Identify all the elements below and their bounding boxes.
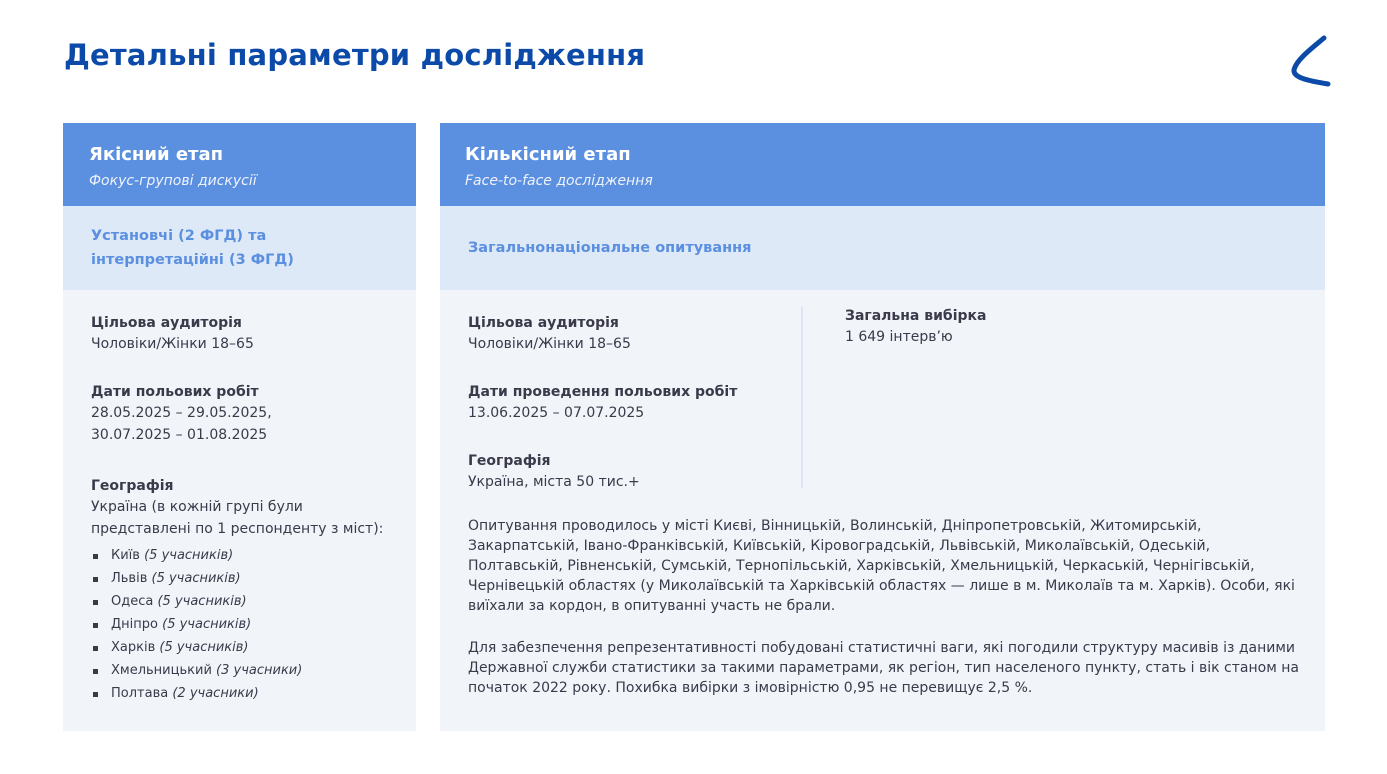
city-participants: (5 учасників) [162, 617, 252, 632]
qualitative-dates [91, 382, 391, 446]
geography-value: Україна (в кожній групі були представлені по 1 респонденту з міст): [91, 499, 384, 537]
quantitative-audience [468, 313, 788, 355]
quantitative-banner-text: Загальнонаціональне опитування [468, 240, 752, 256]
city-participants: (5 учасників) [151, 571, 241, 586]
city-list [91, 544, 396, 705]
quant-geography-value: Україна, міста 50 тис.+ [468, 474, 640, 490]
brand-logo-icon [1288, 34, 1332, 90]
audience-value: Чоловіки/Жінки 18–65 [91, 336, 254, 352]
qualitative-audience [91, 313, 391, 355]
city-name: Одеса [111, 594, 154, 609]
methodology-paragraph-1: Опитування проводилось у місті Києві, Вінницькій, Волинській, Дніпропетровській, Житомирській, Закарпатській, Івано-Франківській, Київській, Кіровоградській, Львівській, Миколаївській, Одеській, Полтавській, Рівненській, Сумській, Тернопільській, Харківській, Хмельницькій, Черкаській, Чернігівській, Чернівецькій областях (у Миколаївській та Харківській областях — лише в м. Миколаїв та м. Харків). Особи, які виїхали за кордон, в опитуванні участь не брали. [468, 518, 1295, 614]
column-divider [801, 306, 803, 488]
city-list-item [91, 659, 396, 682]
city-name: Дніпро [111, 617, 158, 632]
quantitative-subheading: Face-to-face дослідження [465, 173, 653, 189]
quant-audience-value: Чоловіки/Жінки 18–65 [468, 336, 631, 352]
qualitative-card [63, 123, 416, 731]
city-participants: (5 учасників) [144, 548, 234, 563]
page-title: Детальні параметри дослідження [64, 38, 646, 72]
city-list-item [91, 544, 396, 567]
sample-size [845, 306, 1145, 348]
quantitative-banner [440, 206, 1325, 290]
dates-label: Дати польових робіт [91, 384, 259, 400]
city-participants: (5 учасників) [159, 640, 249, 655]
city-name: Полтава [111, 686, 169, 701]
city-name: Київ [111, 548, 140, 563]
city-list-item [91, 613, 396, 636]
quant-dates-label: Дати проведення польових робіт [468, 384, 738, 400]
qualitative-banner-text: Установчі (2 ФГД) та інтерпретаційні (3 ФГД) [91, 228, 294, 268]
city-name: Львів [111, 571, 148, 586]
qualitative-heading: Якісний етап [89, 144, 224, 165]
dates-line-2: 30.07.2025 – 01.08.2025 [91, 427, 268, 443]
city-list-item [91, 567, 396, 590]
city-participants: (3 учасники) [216, 663, 303, 678]
city-participants: (5 учасників) [157, 594, 247, 609]
qualitative-banner [63, 206, 416, 290]
qualitative-header [63, 123, 416, 206]
city-list-item [91, 590, 396, 613]
quantitative-dates [468, 382, 788, 424]
quant-dates-value: 13.06.2025 – 07.07.2025 [468, 405, 645, 421]
quant-geography-label: Географія [468, 453, 551, 469]
qualitative-subheading: Фокус-групові дискусії [89, 173, 257, 189]
dates-line-1: 28.05.2025 – 29.05.2025, [91, 405, 272, 421]
city-name: Хмельницький [111, 663, 212, 678]
city-list-item [91, 636, 396, 659]
city-name: Харків [111, 640, 156, 655]
methodology-paragraph-2: Для забезпечення репрезентативності побудовані статистичні ваги, які погодили структуру масивів із даними Державної служби статистики за такими параметрами, як регіон, тип населеного пункту, стать і вік станом на початок 2022 року. Похибка вибірки з імовірністю 0,95 не перевищує 2,5 %. [468, 640, 1299, 696]
sample-value: 1 649 інтерв’ю [845, 329, 953, 345]
city-participants: (2 учасники) [172, 686, 259, 701]
quantitative-geography [468, 451, 788, 493]
city-list-item [91, 682, 396, 705]
audience-label: Цільова аудиторія [91, 315, 242, 331]
geography-label: Географія [91, 478, 174, 494]
quant-audience-label: Цільова аудиторія [468, 315, 619, 331]
sample-label: Загальна вибірка [845, 308, 987, 324]
quantitative-heading: Кількісний етап [465, 144, 631, 165]
quantitative-header [440, 123, 1325, 206]
qualitative-geography [91, 476, 396, 705]
